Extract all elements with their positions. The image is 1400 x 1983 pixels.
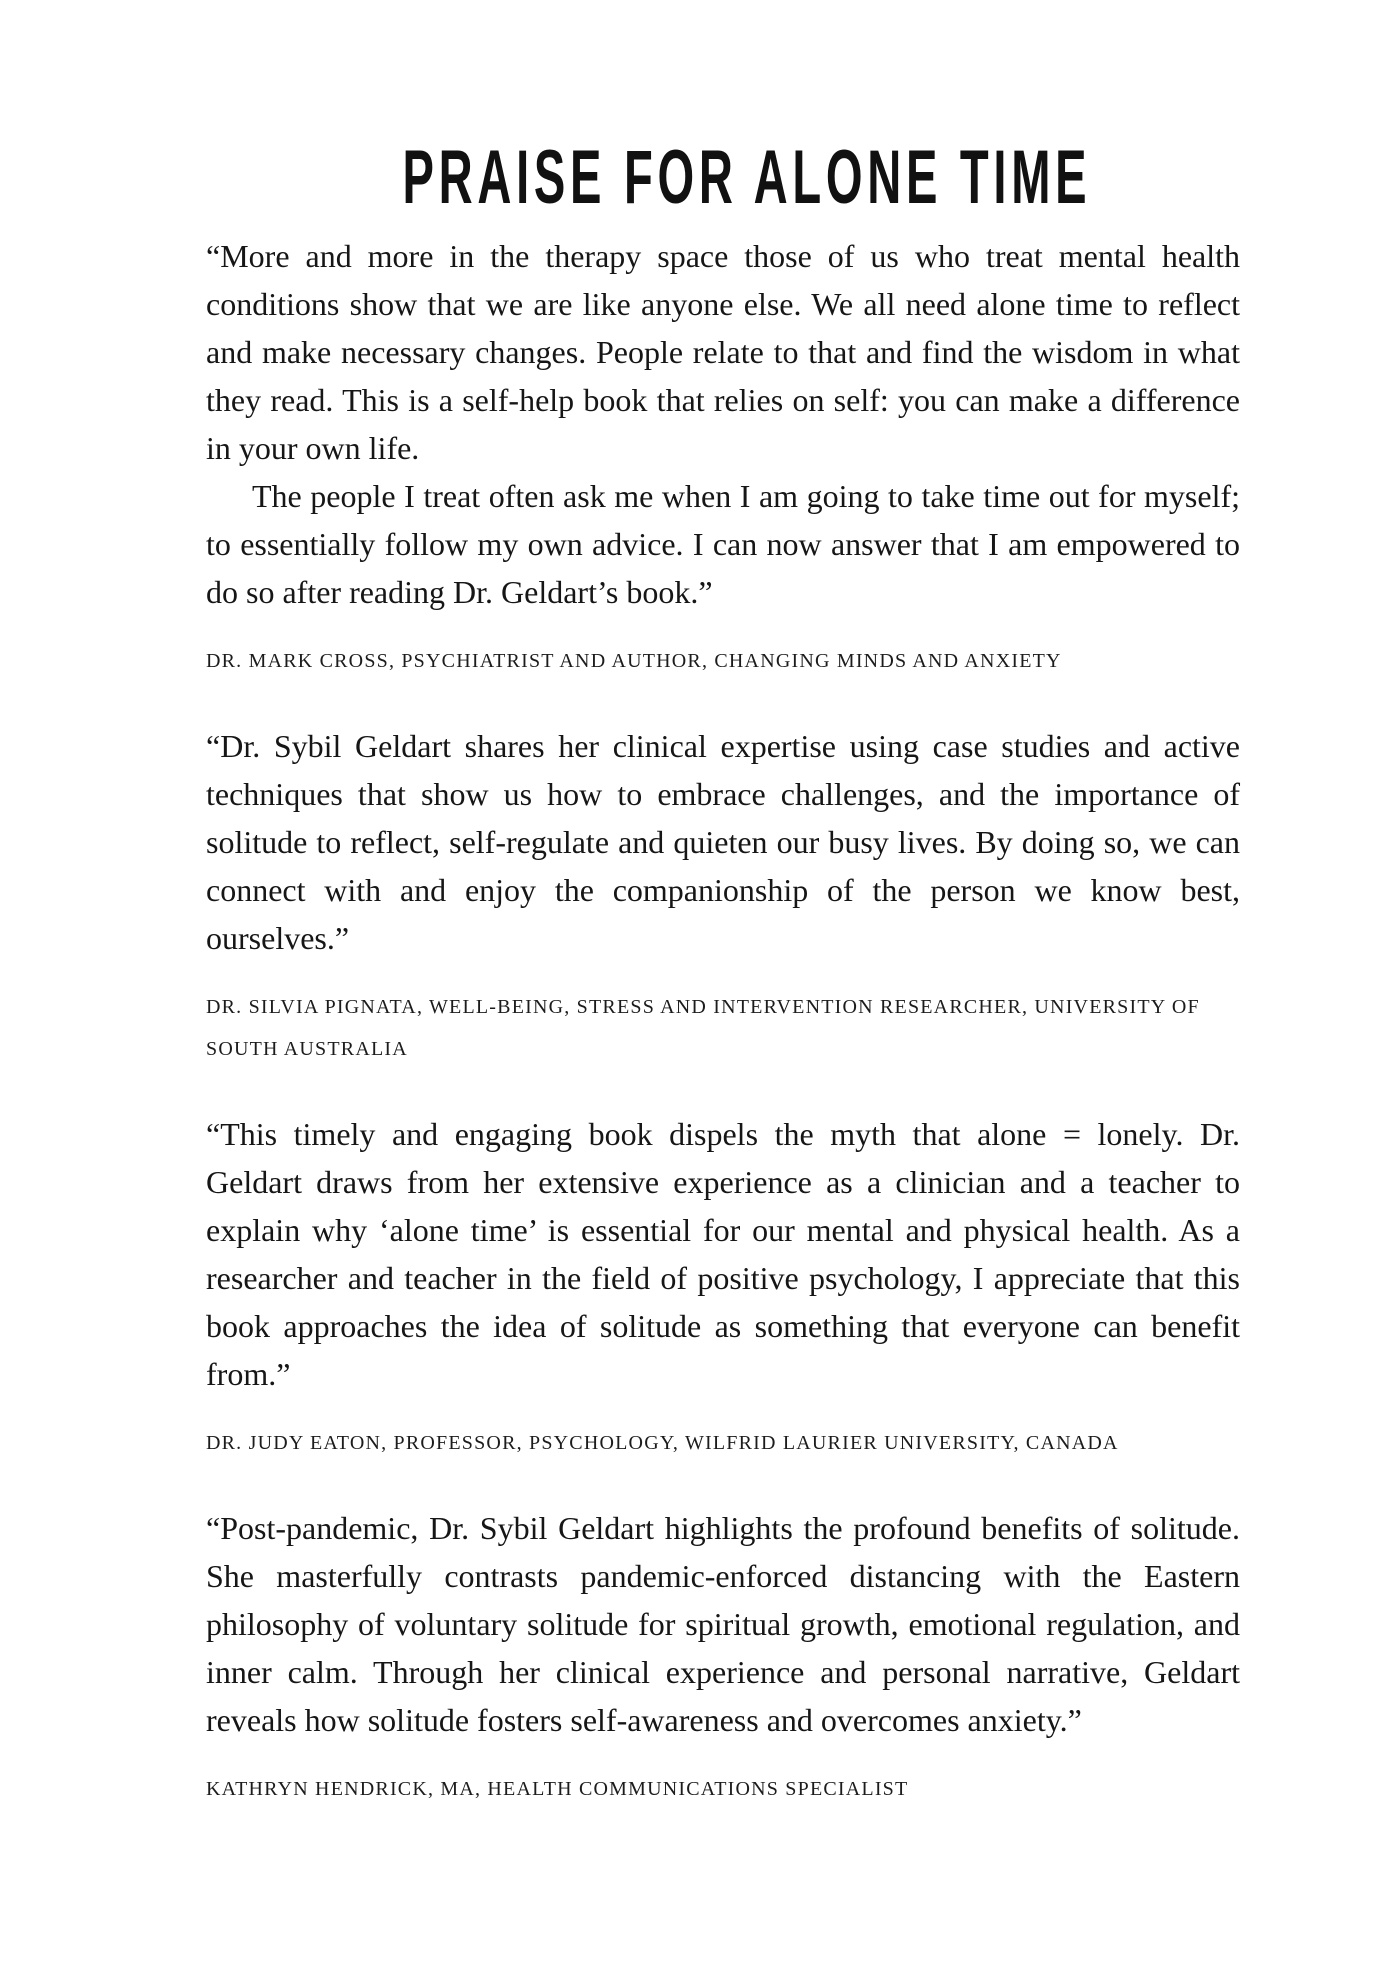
- quote-attribution: DR. SILVIA PIGNATA, WELL-BEING, STRESS AND INTERVENTION RESEARCHER, UNIVERSITY OF SOUTH AUSTRALIA: [206, 996, 1200, 1060]
- praise-quote-2: [206, 722, 1240, 1070]
- praise-quote-3: [206, 1110, 1240, 1464]
- quote-paragraph: The people I treat often ask me when I am going to take time out for myself; to essentially follow my own advice. I can now answer that I am empowered to do so after reading Dr. Geldart’s book.”: [206, 478, 1240, 610]
- quote-attribution: DR. JUDY EATON, PROFESSOR, PSYCHOLOGY, WILFRID LAURIER UNIVERSITY, CANADA: [206, 1432, 1119, 1454]
- praise-quote-4: [206, 1504, 1240, 1810]
- book-page: [206, 135, 1240, 1850]
- quote-paragraph: “This timely and engaging book dispels the myth that alone = lonely. Dr. Geldart draws from her extensive experience as a clinician and a teacher to explain why ‘alone time’ is essential for our mental and physical health. As a researcher and teacher in the field of positive psychology, I appreciate that this book approaches the idea of solitude as something that everyone can benefit from.”: [206, 1116, 1240, 1392]
- quote-attribution: KATHRYN HENDRICK, MA, HEALTH COMMUNICATIONS SPECIALIST: [206, 1778, 909, 1800]
- page-title: PRAISE FOR ALONE TIME: [402, 135, 1092, 220]
- quote-paragraph: “More and more in the therapy space those of us who treat mental health conditions show that we are like anyone else. We all need alone time to reflect and make necessary changes. People relate to that and find the wisdom in what they read. This is a self-help book that relies on self: you can make a difference in your own life.: [206, 238, 1240, 466]
- quote-attribution: DR. MARK CROSS, PSYCHIATRIST AND AUTHOR, CHANGING MINDS AND ANXIETY: [206, 650, 1062, 672]
- quote-paragraph: “Post-pandemic, Dr. Sybil Geldart highlights the profound benefits of solitude. She masterfully contrasts pandemic-enforced distancing with the Eastern philosophy of voluntary solitude for spiritual growth, emotional regulation, and inner calm. Through her clinical experience and personal narrative, Geldart reveals how solitude fosters self-awareness and overcomes anxiety.”: [206, 1510, 1240, 1738]
- praise-quote-1: [206, 232, 1240, 682]
- quote-paragraph: “Dr. Sybil Geldart shares her clinical expertise using case studies and active techniques that show us how to embrace challenges, and the importance of solitude to reflect, self-regulate and quieten our busy lives. By doing so, we can connect with and enjoy the companionship of the person we know best, ourselves.”: [206, 728, 1240, 956]
